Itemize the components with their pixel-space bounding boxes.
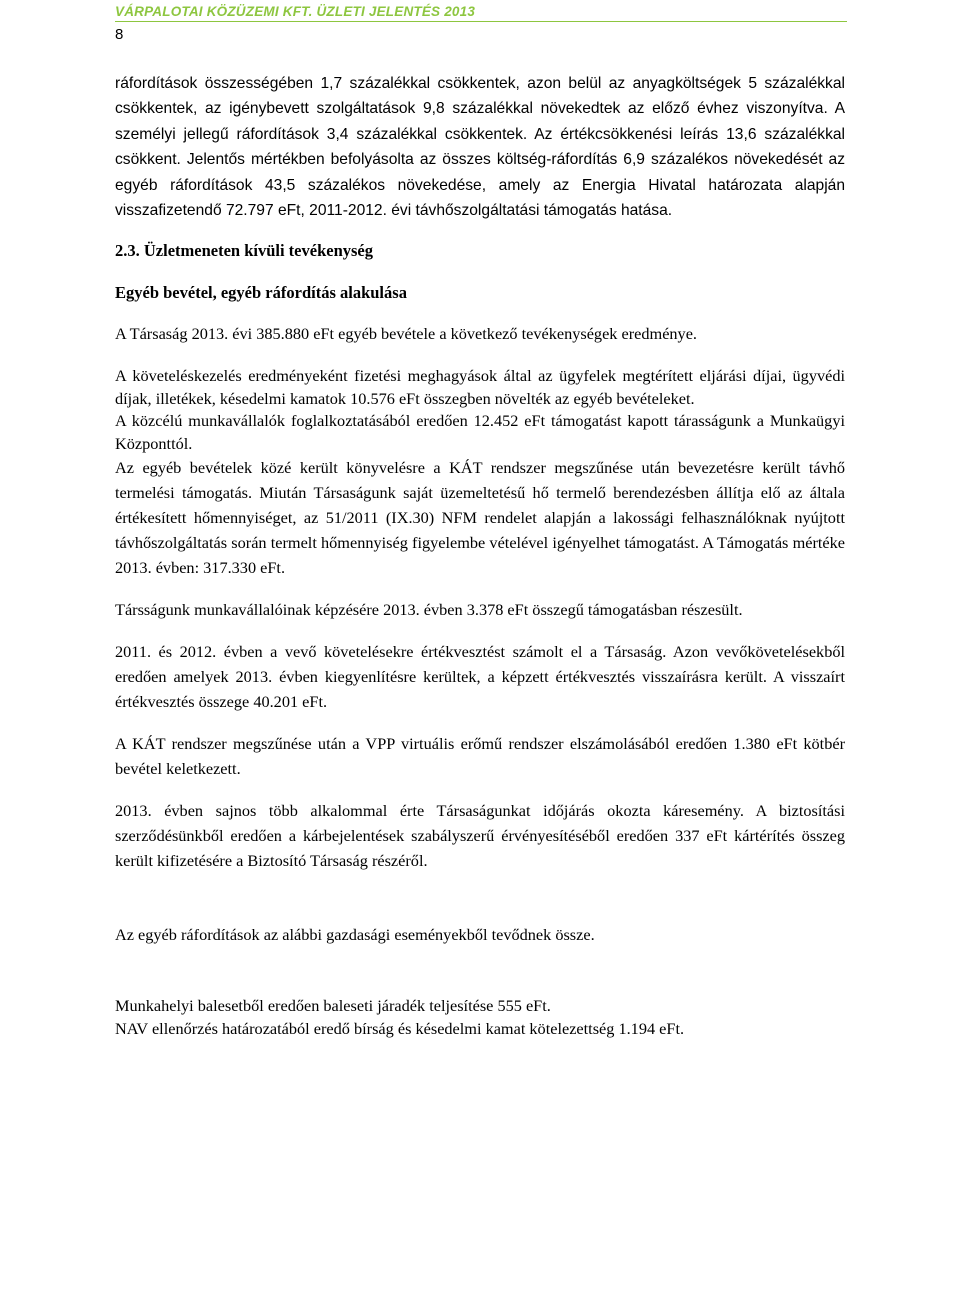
paragraph-other-expenses: Az egyéb ráfordítások az alábbi gazdasági eseményekből tevődnek össze. (115, 925, 595, 945)
header-divider (115, 21, 847, 22)
paragraph-public-workers: A közcélú munkavállalók foglalkoztatásából eredően 12.452 eFt támogatást kapott tárasságunk a Munkaügyi Központtól. (115, 411, 845, 453)
paragraph-training: Társságunk munkavállalóinak képzésére 2013. évben 3.378 eFt összegű támogatásban részesült. (115, 600, 743, 620)
subsection-heading: Egyéb bevétel, egyéb ráfordítás alakulása (115, 283, 407, 303)
paragraph-insurance: 2013. évben sajnos több alkalommal érte Társaságunkat időjárás okozta káresemény. A biztosítási szerződésünkből eredően a kárbejelentések szabályszerű érvényesítéséből eredően 337 eFt kártérítés összeg került kifizetésére a Biztosító Társaság részéről. (115, 801, 845, 871)
page-number: 8 (115, 26, 124, 43)
paragraph-penalty-income: A KÁT rendszer megszűnése után a VPP virtuális erőmű rendszer elszámolásából eredően 1.380 eFt kötbér bevétel keletkezett. (115, 734, 845, 779)
paragraph-tax-fine: NAV ellenőrzés határozatából eredő bírság és késedelmi kamat kötelezettség 1.194 eFt. (115, 1018, 685, 1038)
paragraph-accident-annuity: Munkahelyi balesetből eredően baleseti járadék teljesítése 555 eFt. (115, 996, 551, 1016)
paragraph-heat-subsidy: Az egyéb bevételek közé került könyvelésre a KÁT rendszer megszűnése után bevezetésre került távhő termelési támogatás. Miután Társaságunk saját üzemeltetésű hő termelő berendezésben állítja elő az általa értékesített hőmennyiséget, az 51/2011 (IX.30) NFM rendelet alapján a lakossági felhasználóknak nyújtott távhőszolgáltatás során termelt hőmennyiség figyelembe vételével igényelhet támogatást. A Támogatás mértéke 2013. évben: 317.330 eFt. (115, 458, 845, 578)
paragraph-impairment: 2011. és 2012. évben a vevő követelésekre értékvesztést számolt el a Társaság. Azon vevőkövetelésekből eredően amelyek 2013. évben kiegyenlítésre kerültek, a képzett értékvesztés visszaírásra került. A visszaírt értékvesztés összege 40.201 eFt. (115, 642, 845, 712)
paragraph-cost-summary: ráfordítások összességében 1,7 százalékkal csökkentek, azon belül az anyagköltségek 5 százalékkal csökkentek, az igénybevett szolgáltatások 9,8 százalékkal növekedtek az előző évhez viszonyítva. A személyi jellegű ráfordítások 3,4 százalékkal csökkentek. Az értékcsökkenési leírás 13,6 százalékkal csökkent. Jelentős mértékben befolyásolta az összes költség-ráfordítás 6,9 százalékos növekedését az egyéb ráfordítások 43,5 százalékos növekedése, amely az Energia Hivatal határozata alapján visszafizetendő 72.797 eFt, 2011-2012. évi távhőszolgáltatási támogatás hatása. (115, 75, 845, 220)
page-header (115, 3, 847, 44)
paragraph-receivables: A követeléskezelés eredményeként fizetési meghagyások által az ügyfelek megtérített eljárási díjai, ügyvédi díjak, illetékek, késedelmi kamatok 10.576 eFt összegben növelték az egyéb bevételeket. (115, 366, 845, 408)
paragraph-other-income: A Társaság 2013. évi 385.880 eFt egyéb bevétele a következő tevékenységek eredménye. (115, 324, 697, 344)
document-body (115, 71, 845, 1040)
section-heading: 2.3. Üzletmeneten kívüli tevékenység (115, 241, 373, 261)
header-title: VÁRPALOTAI KÖZÜZEMI KFT. ÜZLETI JELENTÉS 2013 (115, 4, 476, 19)
